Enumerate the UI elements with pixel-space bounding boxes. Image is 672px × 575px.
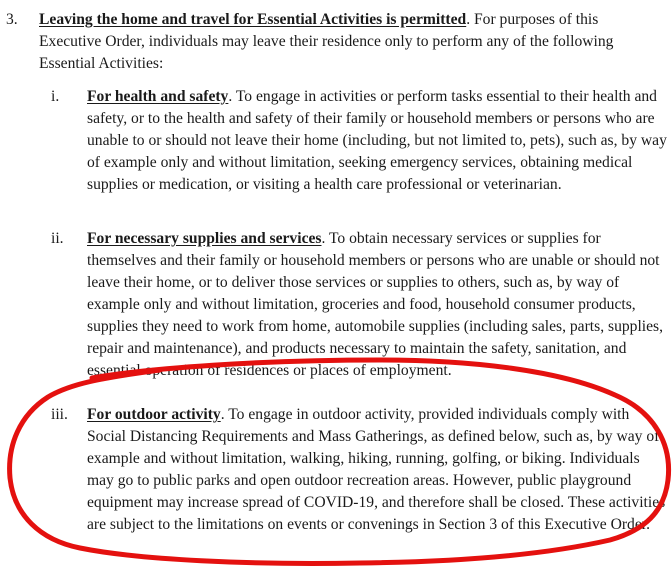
item-paragraph — [87, 404, 667, 536]
item-body: . To engage in activities or perform tasks essential to their health and safety, or to the health and safety of their family or household members or persons who are unable to or should not leave their home (including, but not limited to, pets), such as, by way of example only and without limitation, seeking emergency services, obtaining medical supplies or medication, or visiting a health care professional or veterinarian. — [87, 88, 667, 193]
item-heading: For outdoor activity — [87, 406, 221, 423]
item-numeral: iii. — [51, 406, 68, 423]
item-heading: For health and safety — [87, 88, 229, 105]
section-heading: Leaving the home and travel for Essential Activities is permitted — [39, 11, 467, 28]
item-numeral: ii. — [51, 230, 64, 247]
section-number: 3. — [6, 11, 18, 28]
item-paragraph — [87, 228, 667, 382]
item-body: . To engage in outdoor activity, provided individuals comply with Social Distancing Requirements and Mass Gatherings, as defined below, such as, by way of example and without limitation, walking, hiking, running, golfing, or biking. Individuals may go to public parks and open outdoor recreation areas. However, public playground equipment may increase spread of COVID-19, and therefore shall be closed. These activities are subject to the limitations on events or convenings in Section 3 of this Executive Order. — [87, 406, 666, 533]
item-body: . To obtain necessary services or supplies for themselves and their family or household members or persons who are unable or should not leave their home, or to deliver those services or supplies to others, such as, by way of example only and without limitation, groceries and food, household consumer products, supplies they need to work from home, automobile supplies (including sales, parts, supplies, repair and maintenance), and products necessary to maintain the safety, sanitation, and essential operation of residences or places of employment. — [87, 230, 664, 379]
item-heading: For necessary supplies and services — [87, 230, 322, 247]
item-numeral: i. — [51, 88, 60, 105]
section-intro-paragraph — [39, 9, 663, 75]
item-paragraph — [87, 86, 667, 196]
section-intro-text: . For purposes of this Executive Order, individuals may leave their residence only to perform any of the following Essential Activities: — [39, 11, 614, 72]
